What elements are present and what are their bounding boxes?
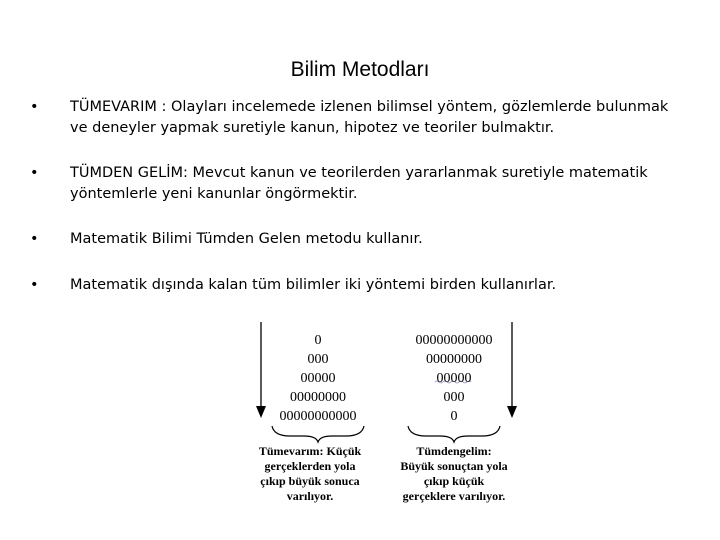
caption-line: çıkıp büyük sonuca — [260, 474, 360, 488]
page-title: Bilim Metodları — [290, 58, 430, 81]
caption-line: varılıyor. — [286, 489, 334, 503]
right-number-1: 00000000000 — [415, 333, 493, 348]
left-down-arrow-head — [256, 406, 266, 418]
left-number-5: 00000000000 — [279, 409, 357, 424]
left-number-1: 0 — [314, 333, 322, 348]
bullet-line: yöntemlerle yeni kanunlar öngörmektir. — [70, 186, 358, 202]
bullet-dot: • — [30, 99, 39, 115]
bullet-line: Matematik Bilimi Tümden Gelen metodu kullanır. — [70, 231, 423, 247]
left-number-3: 00000 — [300, 371, 336, 386]
bullet-dot: • — [30, 231, 39, 247]
right-number-4: 000 — [443, 390, 465, 405]
caption-line: gerçeklerden yola — [264, 459, 356, 473]
left-brace — [272, 426, 364, 442]
caption-line: Tümdengelim: — [416, 444, 492, 458]
caption-line: çıkıp küçük — [423, 474, 485, 488]
bullet-line: TÜMEVARIM : Olayları incelemede izlenen bilimsel yöntem, gözlemlerde bulunmak — [70, 99, 669, 115]
right-caption — [388, 444, 520, 504]
bullet-dot: • — [30, 277, 39, 293]
bullet-dot: • — [30, 165, 39, 181]
bullet-line: ve deneyler yapmak suretiyle kanun, hipotez ve teoriler bulmaktır. — [70, 120, 555, 136]
right-number-5: 0 — [450, 409, 458, 424]
left-number-2: 000 — [307, 352, 329, 367]
right-number-3: 00000 — [436, 371, 472, 386]
caption-line: Tümevarım: Küçük — [258, 444, 362, 458]
bullet-line: Matematik dışında kalan tüm bilimler iki yöntemi birden kullanırlar. — [70, 277, 557, 293]
caption-line: Büyük sonuçtan yola — [400, 459, 508, 473]
caption-line: gerçeklere varılıyor. — [402, 489, 506, 503]
right-brace — [408, 426, 500, 442]
left-caption — [248, 444, 372, 504]
right-number-2: 00000000 — [426, 352, 482, 367]
left-number-4: 00000000 — [290, 390, 346, 405]
bullet-line: TÜMDEN GELİM: Mevcut kanun ve teorilerden yararlanmak suretiyle matematik — [70, 165, 648, 181]
right-down-arrow-head — [507, 406, 517, 418]
